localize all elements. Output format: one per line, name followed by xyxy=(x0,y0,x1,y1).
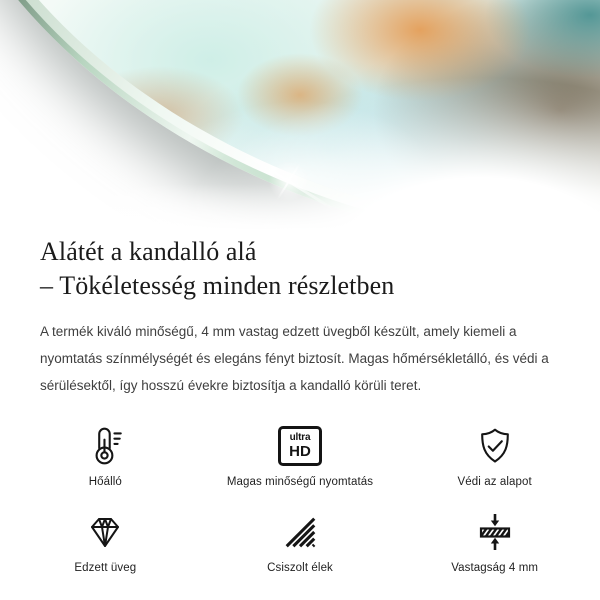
diamond-icon xyxy=(85,510,125,554)
page-title-line2: – Tökéletesség minden részletben xyxy=(40,271,395,300)
thermometer-icon xyxy=(84,424,126,468)
product-description: A termék kiváló minőségű, 4 mm vastag edzett üvegből készült, amely kiemeli a nyomtatás színmélységét és elegáns fényt biztosít. Magas hőmérsékletálló, és védi a sérülésektől, így hosszú évekre biztosítja a kandalló körüli teret. xyxy=(40,324,549,393)
feature-polished-edges xyxy=(203,510,398,574)
feature-label: Csiszolt élek xyxy=(267,562,333,574)
features-grid xyxy=(0,424,600,574)
product-description-section xyxy=(0,235,600,399)
sparkle-glow xyxy=(267,159,311,203)
ultra-hd-badge xyxy=(278,426,322,466)
feature-hd-print xyxy=(203,424,398,488)
feature-tempered-glass xyxy=(8,510,203,574)
page-title xyxy=(40,235,560,303)
page-title-line1: Alátét a kandalló alá xyxy=(40,237,257,266)
product-hero-image xyxy=(0,0,600,230)
feature-label: Edzett üveg xyxy=(74,562,137,574)
ultra-hd-icon xyxy=(278,424,322,468)
feature-label: Védi az alapot xyxy=(457,476,532,488)
feature-label: Vastagság 4 mm xyxy=(451,562,539,574)
shield-check-icon xyxy=(474,424,516,468)
feature-thickness xyxy=(397,510,592,574)
ultra-hd-text-bottom: HD xyxy=(289,443,311,460)
polished-edges-icon xyxy=(281,510,319,554)
feature-label: Magas minőségű nyomtatás xyxy=(226,476,374,488)
feature-heat-resistant xyxy=(8,424,203,488)
thickness-icon xyxy=(475,510,515,554)
feature-label: Hőálló xyxy=(88,476,122,488)
feature-protects-base xyxy=(397,424,592,488)
ultra-hd-text-top: ultra xyxy=(289,432,311,443)
